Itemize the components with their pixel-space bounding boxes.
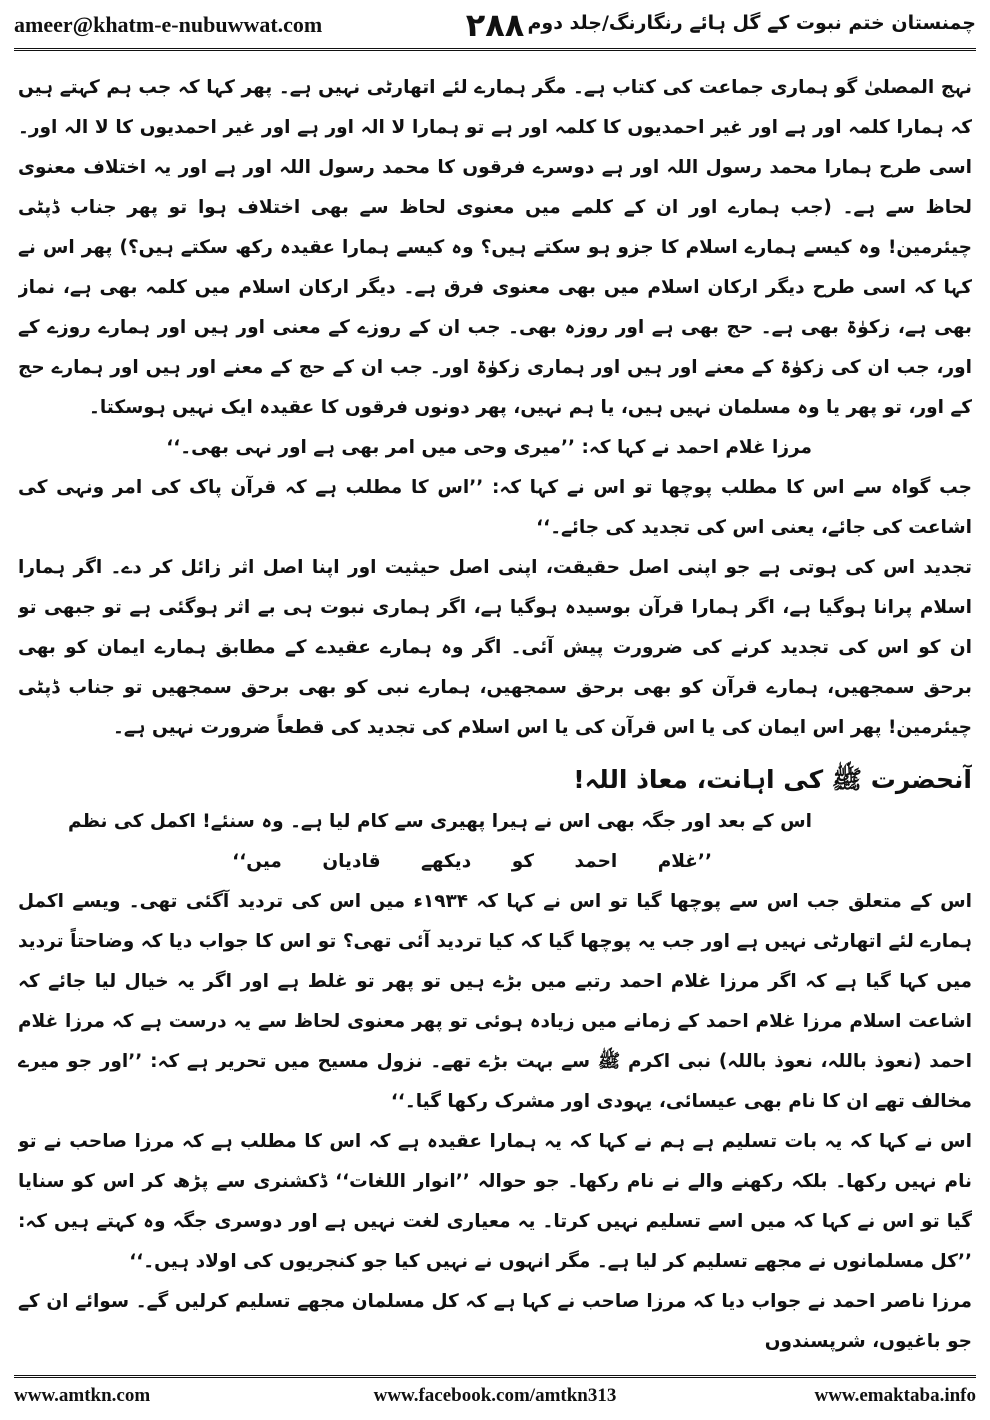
footer-link-left[interactable]: www.amtkn.com: [14, 1385, 151, 1406]
paragraph-4: تجدید اس کی ہوتی ہے جو اپنی اصل حقیقت، اپنی اصل حیثیت اور اپنا اصل اثر زائل کر دے۔ اگر ہمارا اسلام پرانا ہوگیا ہے، اگر ہمارا قرآن بوسیدہ ہوگیا ہے، اگر ہماری نبوت ہی بے اثر ہوگئی ہے تو جبھی تو ان کو اس کی تجدید کرنے کی ضرورت پیش آئی۔ اگر وہ ہمارے عقیدے کے مطابق ہمارے ایمان کو بھی برحق سمجھیں، ہمارے قرآن کو بھی برحق سمجھیں، ہمارے نبی کو بھی برحق سمجھیں تو جناب ڈپٹی چیئرمین! پھر اس ایمان کی یا اس قرآن کی یا اس اسلام کی تجدید کی قطعاً ضرورت نہیں ہے۔: [18, 557, 972, 738]
poem-line: ’’غلام احمد کو دیکھے قادیان میں‘‘: [232, 851, 712, 872]
paragraph-3: جب گواہ سے اس کا مطلب پوچھا تو اس نے کہا کہ: ’’اس کا مطلب ہے کہ قرآن پاک کی امر ونہی کی اشاعت کی جائے، یعنی اس کی تجدید کی جائے۔‘‘: [18, 477, 972, 538]
footer-link-center[interactable]: www.facebook.com/amtkn313: [373, 1385, 617, 1406]
section-heading: آنحضرت ﷺ کی اہانت، معاذ اللہ!: [573, 765, 972, 794]
page-number: ۲۸۸: [465, 6, 525, 44]
paragraph-5: اس کے بعد اور جگہ بھی اس نے ہیرا پھیری سے کام لیا ہے۔ وہ سنئے! اکمل کی نظم: [68, 811, 812, 832]
footer-link-right[interactable]: www.emaktaba.info: [814, 1385, 976, 1406]
paragraph-2: مرزا غلام احمد نے کہا کہ: ’’میری وحی میں امر بھی ہے اور نہی بھی۔‘‘: [166, 437, 812, 458]
page-footer: [14, 1375, 976, 1412]
header-email: ameer@khatm-e-nubuwwat.com: [14, 12, 323, 37]
page-header: [14, 8, 976, 51]
page-body: [18, 68, 972, 1366]
paragraph-6: اس کے متعلق جب اس سے پوچھا گیا تو اس نے کہا کہ ۱۹۳۴ء میں اس کی تردید آگئی تھی۔ ویسے اکمل ہمارے لئے اتھارٹی نہیں ہے اور جب یہ پوچھا گیا کہ کیا تردید آئی تھی؟ تو اس کا جواب دیا کہ وضاحتاً تردید میں کہا گیا ہے کہ اگر مرزا غلام احمد رتبے میں بڑے ہیں تو پھر تو غلط ہے اور اگر یہ خیال لیا جائے کہ اشاعت اسلام مرزا غلام احمد کے زمانے میں زیادہ ہوئی تو پھر معنوی لحاظ سے یہ درست ہے کہ مرزا غلام احمد (نعوذ باللہ، نعوذ باللہ) نبی اکرم ﷺ سے بہت بڑے تھے۔ نزول مسیح میں تحریر ہے کہ: ’’اور جو میرے مخالف تھے ان کا نام بھی عیسائی، یہودی اور مشرک رکھا گیا۔‘‘: [18, 891, 972, 1112]
paragraph-8: مرزا ناصر احمد نے جواب دیا کہ مرزا صاحب نے کہا ہے کہ کل مسلمان مجھے تسلیم کرلیں گے۔ سوائے ان کے جو باغیوں، شرپسندوں: [18, 1291, 972, 1352]
paragraph-1: نہج المصلیٰ گو ہماری جماعت کی کتاب ہے۔ مگر ہمارے لئے اتھارٹی نہیں ہے۔ پھر کہا کہ جب ہم کہتے ہیں کہ ہمارا کلمہ اور ہے اور غیر احمدیوں کا کلمہ اور ہے تو ہمارا لا الہ اور ہے اور غیر احمدیوں کا لا الہ اور۔ اسی طرح ہمارا محمد رسول اللہ اور ہے دوسرے فرقوں کا محمد رسول اللہ اور ہے اور یہ اختلاف معنوی لحاظ سے ہے۔ (جب ہمارے اور ان کے کلمے میں معنوی لحاظ سے بھی اختلاف ہوا تو پھر جناب ڈپٹی چیئرمین! وہ کیسے ہمارے اسلام کا جزو ہو سکتے ہیں؟ وہ کیسے ہمارا عقیدہ رکھ سکتے ہیں؟) پھر اس نے کہا کہ اسی طرح دیگر ارکان اسلام میں بھی معنوی فرق ہے۔ دیگر ارکان اسلام میں کلمہ بھی ہے، نماز بھی ہے، زکوٰۃ بھی ہے۔ حج بھی ہے اور روزہ بھی۔ جب ان کے روزے کے معنی اور ہیں اور ہمارے روزے کے اور، جب ان کی زکوٰۃ کے معنے اور ہیں اور ہماری زکوٰۃ اور۔ جب ان کے حج کے معنے اور ہیں اور ہمارے حج کے اور، تو پھر یا وہ مسلمان نہیں ہیں، یا ہم نہیں، پھر دونوں فرقوں کا عقیدہ ایک نہیں ہوسکتا۔: [18, 77, 972, 418]
paragraph-7: اس نے کہا کہ یہ بات تسلیم ہے ہم نے کہا کہ یہ ہمارا عقیدہ ہے کہ اس کا مطلب ہے کہ مرزا صاحب نے تو نام نہیں رکھا۔ بلکہ رکھنے والے نے نام رکھا۔ جو حوالہ ’’انوار اللغات‘‘ ڈکشنری سے پڑھ کر اس کو سنایا گیا تو اس نے کہا کہ میں اسے تسلیم نہیں کرتا۔ یہ معیاری لغت نہیں ہے اور دوسری جگہ وہ کہتے ہیں کہ: ’’کل مسلمانوں نے مجھے تسلیم کر لیا ہے۔ مگر انہوں نے نہیں کیا جو کنجریوں کی اولاد ہیں۔‘‘: [18, 1131, 972, 1272]
book-title: چمنستان ختم نبوت کے گل ہائے رنگارنگ/جلد دوم: [527, 12, 976, 34]
